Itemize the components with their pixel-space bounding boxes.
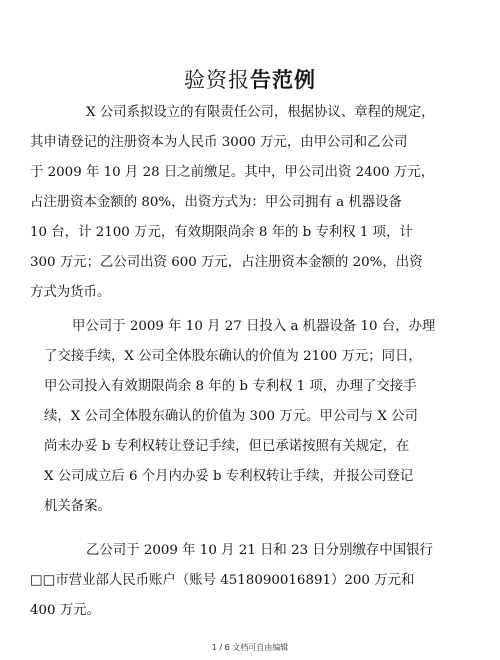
- paragraph-line: 乙公司于 2009 年 10 月 21 日和 23 日分别缴存中国银行: [86, 543, 433, 558]
- paragraph-line: 其申请登记的注册资本为人民币 3000 万元，由甲公司和乙公司: [30, 135, 408, 150]
- title-part-bold: 告范例: [250, 68, 316, 92]
- page-footer: 1 / 6 文档可自由编辑: [211, 643, 289, 652]
- title-part-regular: 验资报: [184, 68, 250, 92]
- paragraph-line: 续，X 公司全体股东确认的价值为 300 万元。甲公司与 X 公司: [44, 409, 418, 424]
- document-title: [0, 64, 500, 94]
- paragraph-line: 400 万元。: [30, 603, 100, 618]
- document-body: [30, 98, 450, 626]
- paragraph-line: 机关备案。: [44, 499, 111, 514]
- paragraph-1: [30, 98, 450, 308]
- paragraph-line: 方式为货币。: [30, 285, 111, 300]
- paragraph-line: 300 万元；乙公司出资 600 万元，占注册资本金额的 20%，出资: [30, 255, 423, 270]
- paragraph-line: 尚未办妥 b 专利权转让登记手续，但已承诺按照有关规定，在: [44, 439, 410, 454]
- paragraph-line: 甲公司投入有效期限尚余 8 年的 b 专利权 1 项，办理了交接手: [44, 379, 417, 394]
- paragraph-line: X 公司成立后 6 个月内办妥 b 专利权转让手续，并报公司登记: [44, 469, 414, 484]
- paragraph-line: X 公司系拟设立的有限责任公司，根据协议、章程的规定，: [86, 105, 435, 120]
- paragraph-line: 了交接手续，X 公司全体股东确认的价值为 2100 万元；同日，: [44, 349, 422, 364]
- paragraph-line: 10 台，计 2100 万元，有效期限尚余 8 年的 b 专利权 1 项，计: [30, 225, 413, 240]
- paragraph-line: 于 2009 年 10 月 28 日之前缴足。其中，甲公司出资 2400 万元，: [30, 165, 435, 180]
- paragraph-2: [44, 312, 450, 522]
- paragraph-line: □□市营业部人民币账户（账号 4518090016891）200 万元和: [30, 573, 415, 588]
- paragraph-3: [30, 536, 450, 626]
- paragraph-line: 甲公司于 2009 年 10 月 27 日投入 a 机器设备 10 台，办理: [72, 319, 436, 334]
- paragraph-line: 占注册资本金额的 80%，出资方式为：甲公司拥有 a 机器设备: [30, 195, 402, 210]
